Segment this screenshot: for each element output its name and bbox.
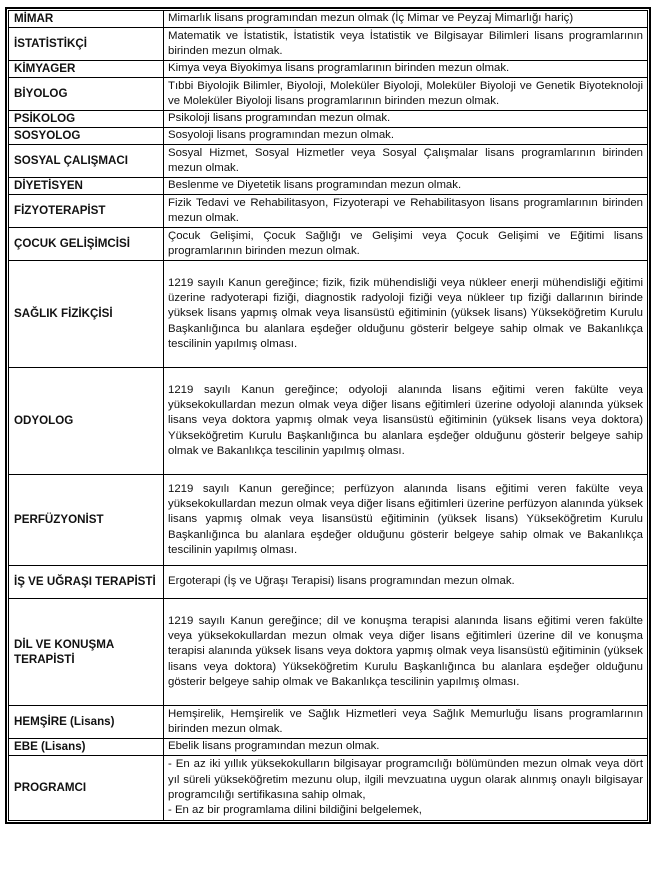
table-row: [9, 111, 648, 128]
table-row: [9, 78, 648, 111]
requirement-bullet: - En az iki yıllık yüksekokulların bilgisayar programcılığı bölümünden mezun olmak veya dört yıl süreli yükseköğretim mezunu olup, ilgili mevzuatına uygun olarak alınmış onaylı bilgisayar programcılığı sertifikasına sahip olmak,: [168, 758, 643, 801]
requirements-table: [8, 10, 648, 821]
table-row: [9, 11, 648, 28]
requirement-text: 1219 sayılı Kanun gereğince; perfüzyon alanında lisans eğitimi veren fakülte veya yüksekokullardan mezun olmak veya diğer lisans eğitimleri üzerine perfüzyon alanında yüksek lisans yapmış olmak veya lisansüstü eğitiminin (yüksek lisans) Yükseköğretim Kurulu Başkanlığınca bu alanlara eşdeğer olduğunu gösterir belgeye sahip olmak ve Bakanlıkça tescilinin yapılmış olması.: [164, 475, 648, 566]
requirement-text: Tıbbi Biyolojik Bilimler, Biyoloji, Moleküler Biyoloji, Moleküler Biyoloji ve Genetik Biyoteknoloji ve Moleküler Biyoloji lisans programlarının birinden mezun olmak.: [164, 78, 648, 111]
position-title: ODYOLOG: [9, 368, 164, 475]
table-row: [9, 61, 648, 78]
requirement-text: Sosyal Hizmet, Sosyal Hizmetler veya Sosyal Çalışmalar lisans programlarının birinden mezun olmak.: [164, 145, 648, 178]
requirement-bullet: - En az bir programlama dilini bildiğini belgelemek,: [168, 804, 422, 817]
requirement-text: Ergoterapi (İş ve Uğraşı Terapisi) lisans programından mezun olmak.: [164, 566, 648, 599]
requirement-text: Mimarlık lisans programından mezun olmak (İç Mimar ve Peyzaj Mimarlığı hariç): [164, 11, 648, 28]
table-row: [9, 475, 648, 566]
position-title: SAĞLIK FİZİKÇİSİ: [9, 261, 164, 368]
position-title: PERFÜZYONİST: [9, 475, 164, 566]
table-row: [9, 368, 648, 475]
position-title: İSTATİSTİKÇİ: [9, 28, 164, 61]
table-row: [9, 145, 648, 178]
table-row: [9, 195, 648, 228]
requirement-text: Beslenme ve Diyetetik lisans programından mezun olmak.: [164, 178, 648, 195]
table-row: [9, 228, 648, 261]
requirement-text: Kimya veya Biyokimya lisans programlarının birinden mezun olmak.: [164, 61, 648, 78]
requirement-text: Hemşirelik, Hemşirelik ve Sağlık Hizmetleri veya Sağlık Memurluğu lisans programlarının birinden mezun olmak.: [164, 706, 648, 739]
position-title: PROGRAMCI: [9, 756, 164, 821]
requirement-text: Sosyoloji lisans programından mezun olmak.: [164, 128, 648, 145]
requirement-text: 1219 sayılı Kanun gereğince; odyoloji alanında lisans eğitimi veren fakülte veya yüksekokullardan mezun olmak veya diğer lisans eğitimleri üzerine odyoloji alanında yüksek lisans veya doktora yapmış olmak veya lisansüstü eğitiminin (yüksek lisans veya doktora) Yükseköğretim Kurulu Başkanlığınca bu alanlara eşdeğer olduğunu gösterir belgeye sahip olmak ve Bakanlıkça tescilinin yapılmış olması.: [164, 368, 648, 475]
requirement-text: Psikoloji lisans programından mezun olmak.: [164, 111, 648, 128]
position-title: FİZYOTERAPİST: [9, 195, 164, 228]
requirement-text: Ebelik lisans programından mezun olmak.: [164, 739, 648, 756]
requirement-text: [164, 756, 648, 821]
table-row: [9, 599, 648, 706]
requirements-table-frame: [5, 7, 651, 824]
position-title: DİYETİSYEN: [9, 178, 164, 195]
position-title: HEMŞİRE (Lisans): [9, 706, 164, 739]
position-title: KİMYAGER: [9, 61, 164, 78]
requirement-text: Matematik ve İstatistik, İstatistik veya İstatistik ve Bilgisayar Bilimleri lisans programlarının birinden mezun olmak.: [164, 28, 648, 61]
position-title: DİL VE KONUŞMA TERAPİSTİ: [9, 599, 164, 706]
requirement-text: 1219 sayılı Kanun gereğince; fizik, fizik mühendisliği veya nükleer enerji mühendisliği eğitimi üzerine radyoterapi fiziği, diagnostik radyoloji fiziği veya nükleer tıp fiziği dallarının birinde yüksek lisans yapmış olmak veya lisansüstü eğitiminin (yüksek lisans) Yükseköğretim Kurulu Başkanlığınca bu alanlara eşdeğer olduğunu gösterir belgeye sahip olmak ve Bakanlıkça tescilinin yapılmış olması.: [164, 261, 648, 368]
table-row: [9, 178, 648, 195]
requirement-text: 1219 sayılı Kanun gereğince; dil ve konuşma terapisi alanında lisans eğitimi veren fakülte veya yüksekokullardan mezun olmak veya diğer lisans eğitimleri üzerine dil ve konuşma terapisi alanında yüksek lisans veya doktora yapmış olmak veya lisansüstü eğitiminin (yüksek lisans veya doktora) Yükseköğretim Kurulu Başkanlığınca bu alanlara eşdeğer olduğunu gösterir belgeye sahip olmak ve Bakanlıkça tescilinin yapılmış olması.: [164, 599, 648, 706]
position-title: ÇOCUK GELİŞİMCİSİ: [9, 228, 164, 261]
table-row: [9, 128, 648, 145]
table-row: [9, 706, 648, 739]
requirement-text: Çocuk Gelişimi, Çocuk Sağlığı ve Gelişimi veya Çocuk Gelişimi ve Eğitimi lisans programlarının birinden mezun olmak.: [164, 228, 648, 261]
table-row: [9, 739, 648, 756]
requirement-text: Fizik Tedavi ve Rehabilitasyon, Fizyoterapi ve Rehabilitasyon lisans programlarının birinden mezun olmak.: [164, 195, 648, 228]
position-title: PSİKOLOG: [9, 111, 164, 128]
position-title: İŞ VE UĞRAŞI TERAPİSTİ: [9, 566, 164, 599]
position-title: EBE (Lisans): [9, 739, 164, 756]
position-title: SOSYOLOG: [9, 128, 164, 145]
table-row: [9, 261, 648, 368]
position-title: BİYOLOG: [9, 78, 164, 111]
table-row: [9, 28, 648, 61]
table-row: [9, 566, 648, 599]
table-row: [9, 756, 648, 821]
position-title: MİMAR: [9, 11, 164, 28]
position-title: SOSYAL ÇALIŞMACI: [9, 145, 164, 178]
